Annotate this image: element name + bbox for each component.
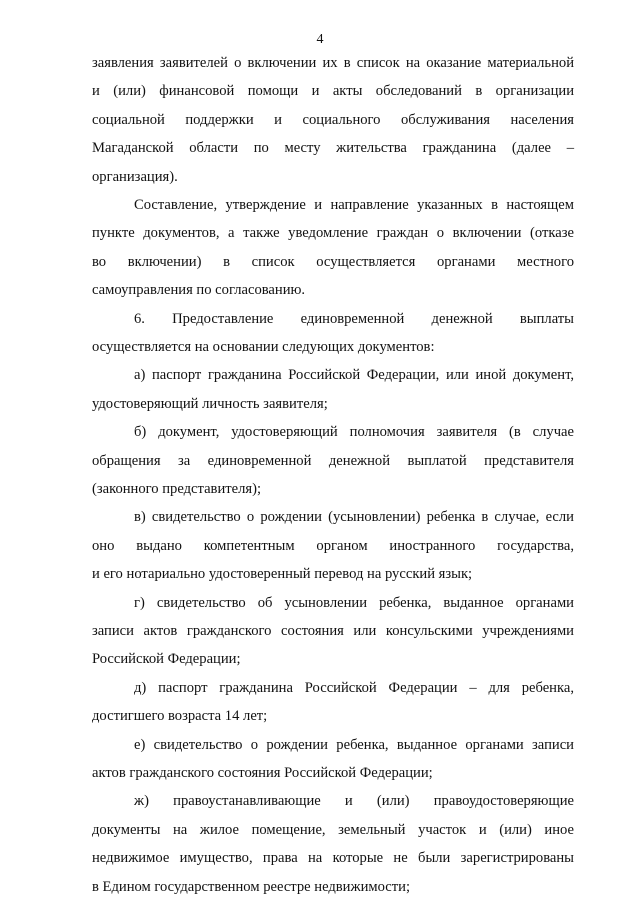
- text-line: и его нотариально удостоверенный перевод на русский язык;: [92, 566, 473, 583]
- text-line: б) документ, удостоверяющий полномочия заявителя (в случае: [134, 424, 574, 441]
- text-line: документы на жилое помещение, земельный участок и (или) иное: [92, 821, 574, 838]
- text-line: обращения за единовременной денежной выплатой представителя: [92, 452, 574, 469]
- text-line: недвижимое имущество, права на которые не были зарегистрированы: [92, 850, 574, 867]
- text-line: г) свидетельство об усыновлении ребенка, выданное органами: [134, 594, 574, 611]
- page-number: 4: [316, 32, 324, 47]
- text-line: актов гражданского состояния Российской Федерации;: [92, 765, 433, 781]
- text-line: достигшего возраста 14 лет;: [92, 708, 268, 725]
- text-line: 6. Предоставление единовременной денежной выплаты: [134, 310, 574, 327]
- text-line: ж) правоустанавливающие и (или) правоудостоверяющие: [134, 793, 574, 810]
- text-line: самоуправления по согласованию.: [92, 282, 306, 299]
- text-line: в) свидетельство о рождении (усыновлении) ребенка в случае, если: [134, 509, 574, 526]
- text-line: е) свидетельство о рождении ребенка, выданное органами записи: [134, 736, 574, 753]
- text-line: пункте документов, а также уведомление граждан о включении (отказе: [92, 225, 574, 242]
- text-line: записи актов гражданского состояния или консульскими учреждениями: [92, 623, 574, 639]
- text-line: (законного представителя);: [92, 481, 262, 497]
- text-line: Магаданской области по месту жительства гражданина (далее –: [92, 140, 574, 157]
- text-line: во включении) в список осуществляется органами местного: [92, 253, 574, 270]
- text-line: и (или) финансовой помощи и акты обследований в организации: [92, 83, 574, 100]
- text-line: заявления заявителей о включении их в список на оказание материальной: [92, 55, 574, 71]
- text-line: организация).: [92, 168, 178, 185]
- text-line: в Едином государственном реестре недвижимости;: [92, 878, 411, 895]
- text-line: оно выдано компетентным органом иностранного государства,: [92, 537, 574, 554]
- text-line: удостоверяющий личность заявителя;: [92, 395, 328, 412]
- text-line: д) паспорт гражданина Российской Федерации – для ребенка,: [134, 679, 574, 696]
- text-line: социальной поддержки и социального обслуживания населения: [92, 111, 574, 128]
- text-line: Составление, утверждение и направление указанных в настоящем: [134, 197, 574, 213]
- text-line: осуществляется на основании следующих документов:: [92, 339, 435, 355]
- text-line: Российской Федерации;: [92, 651, 241, 668]
- text-line: а) паспорт гражданина Российской Федерации, или иной документ,: [134, 367, 574, 384]
